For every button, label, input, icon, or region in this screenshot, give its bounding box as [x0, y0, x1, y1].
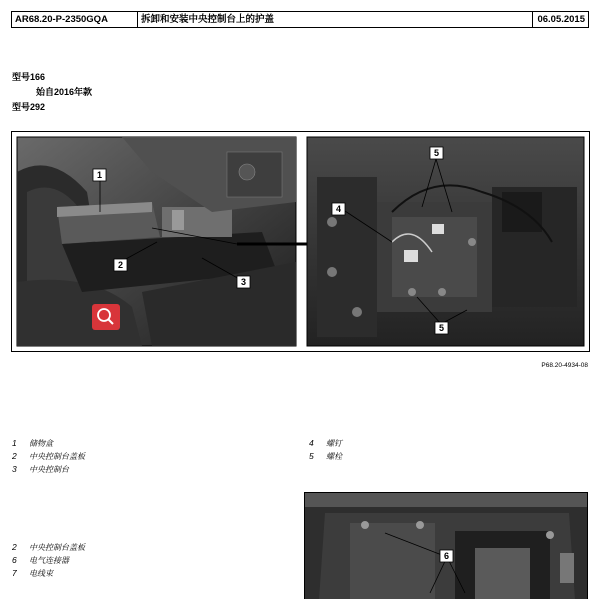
legend-num: 2 — [12, 451, 17, 461]
legend-item — [12, 554, 85, 567]
legend-num: 2 — [12, 542, 17, 552]
legend-2 — [12, 541, 85, 580]
legend-item — [309, 437, 342, 450]
document-date: 06.05.2015 — [537, 14, 585, 25]
callout-5-bottom-label: 5 — [438, 323, 445, 333]
figure-2 — [304, 492, 588, 599]
console-detail-photo — [307, 137, 584, 346]
legend-item — [12, 567, 85, 580]
callout-5-top-label: 5 — [433, 148, 440, 158]
legend-num: 6 — [12, 555, 17, 565]
figure-1-illustration — [12, 132, 589, 351]
legend-text: 中央控制台盖板 — [29, 452, 85, 461]
callout-3-label: 3 — [240, 277, 247, 287]
legend-text: 中央控制台盖板 — [29, 543, 85, 552]
model-292: 型号292 — [12, 102, 46, 112]
callout-4-label: 4 — [335, 204, 342, 214]
legend-item — [309, 450, 342, 463]
document-header — [11, 11, 589, 28]
magnifier-badge — [92, 304, 120, 330]
legend-num: 3 — [12, 464, 17, 474]
figure-2-illustration — [305, 493, 588, 599]
legend-1-right — [309, 437, 342, 463]
interior-photo — [17, 137, 296, 346]
callout-1-label: 1 — [96, 170, 103, 180]
legend-1-left — [12, 437, 85, 476]
legend-num: 7 — [12, 568, 17, 578]
model-166: 型号166 — [12, 72, 46, 82]
legend-text: 螺钉 — [326, 439, 342, 448]
legend-text: 电线束 — [29, 569, 53, 578]
document-id: AR68.20-P-2350GQA — [12, 12, 138, 27]
legend-num: 1 — [12, 438, 17, 448]
model-applicability — [12, 70, 92, 115]
legend-text: 中央控制台 — [29, 465, 69, 474]
callout-6-label: 6 — [443, 551, 450, 561]
legend-num: 5 — [309, 451, 314, 461]
legend-text: 电气连接器 — [29, 556, 69, 565]
legend-item — [12, 450, 85, 463]
callout-2-label: 2 — [117, 260, 124, 270]
figure-1 — [11, 131, 590, 352]
legend-text: 螺栓 — [326, 452, 342, 461]
legend-num: 4 — [309, 438, 314, 448]
legend-item — [12, 541, 85, 554]
model-year-since: 始自2016年款 — [36, 87, 93, 97]
legend-item — [12, 437, 85, 450]
legend-item — [12, 463, 85, 476]
figure-reference: P68.20-4934-08 — [541, 362, 588, 369]
legend-text: 储物盒 — [29, 439, 53, 448]
document-title: 拆卸和安装中央控制台上的护盖 — [138, 12, 533, 27]
